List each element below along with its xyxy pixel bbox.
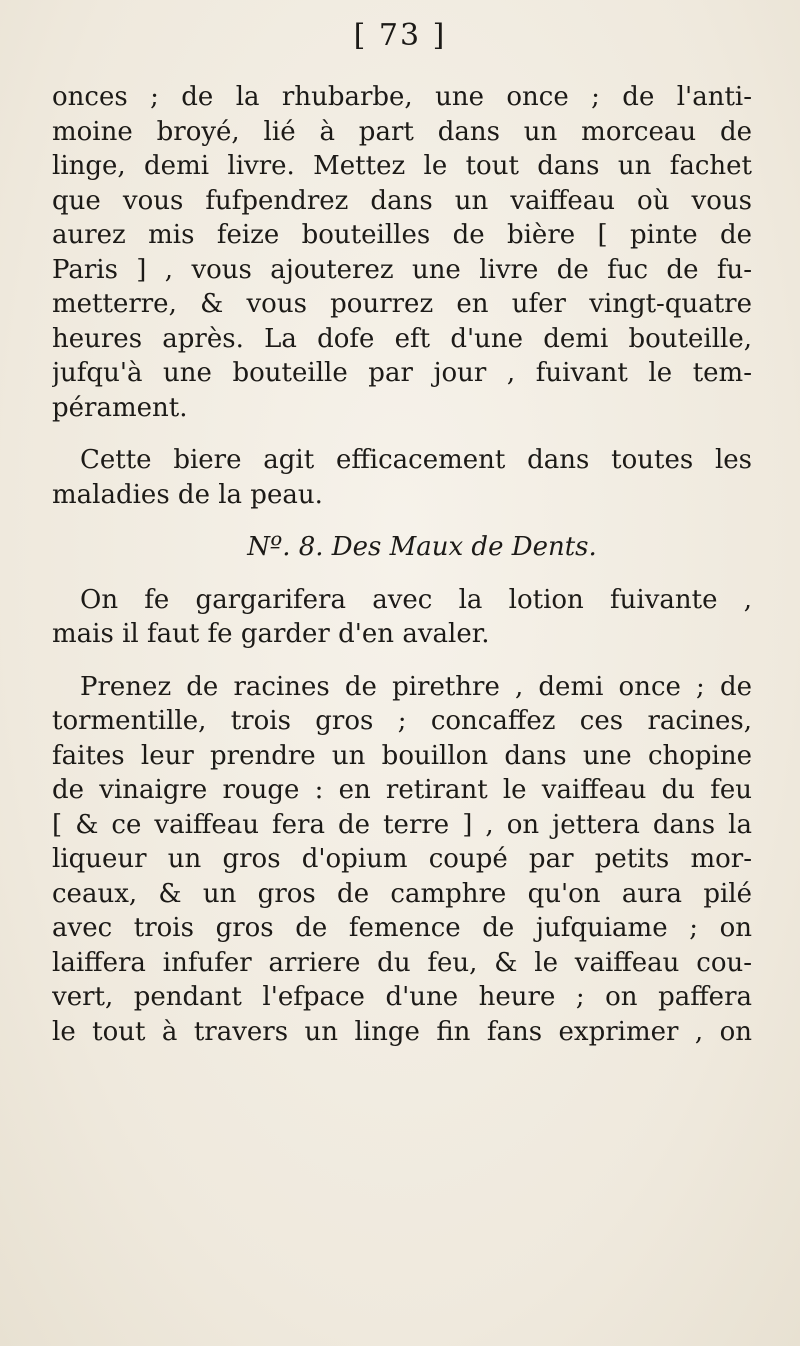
text-line: Prenez de racines de pirethre , demi once ; de <box>80 671 752 702</box>
text-line: moine broyé, lié à part dans un morceau de <box>52 116 752 147</box>
text-line: aurez mis feize bouteilles de bière [ pinte de <box>52 220 752 250</box>
text-line: On fe gargarifera avec la lotion fuivante , <box>80 584 752 615</box>
text-line: tormentille, trois gros ; concaffez ces racines, <box>52 706 752 736</box>
text-line: [ & ce vaiffeau fera de terre ] , on jettera dans la <box>52 809 752 840</box>
text-line: heures après. La dofe eft d'une demi bouteille, <box>52 323 752 354</box>
text-line: de vinaigre rouge : en retirant le vaiffeau du feu <box>52 775 752 805</box>
text-line: ceaux, & un gros de camphre qu'on aura pilé <box>52 878 752 909</box>
section-title: Des Maux de Dents. <box>331 532 597 562</box>
section-heading <box>52 530 752 565</box>
body-text <box>52 80 752 1049</box>
text-line: jufqu'à une bouteille par jour , fuivant le tem- <box>52 358 752 388</box>
text-line: linge, demi livre. Mettez le tout dans un fachet <box>52 151 752 181</box>
text-line: Cette biere agit efficacement dans toutes les <box>80 445 752 475</box>
section-number: Nº. 8. <box>247 532 324 562</box>
text-line: onces ; de la rhubarbe, une once ; de l'anti- <box>52 82 752 112</box>
text-line: liqueur un gros d'opium coupé par petits mor- <box>52 844 752 874</box>
text-line: avec trois gros de femence de jufquiame ; on <box>52 913 752 943</box>
text-line: Paris ] , vous ajouterez une livre de fuc de fu- <box>52 254 752 285</box>
text-line: que vous fufpendrez dans un vaiffeau où vous <box>52 185 752 216</box>
text-line: maladies de la peau. <box>52 479 323 510</box>
page-number: [ 73 ] <box>353 18 447 53</box>
text-line: pérament. <box>52 392 188 423</box>
text-line: vert, pendant l'efpace d'une heure ; on paffera <box>52 982 752 1012</box>
text-line: faites leur prendre un bouillon dans une chopine <box>52 740 752 771</box>
text-line: mais il faut fe garder d'en avaler. <box>52 619 490 649</box>
text-line: metterre, & vous pourrez en ufer vingt-quatre <box>52 289 752 319</box>
text-line: le tout à travers un linge fin fans exprimer , on <box>52 1016 752 1047</box>
text-line: laiffera infufer arriere du feu, & le vaiffeau cou- <box>52 947 752 978</box>
